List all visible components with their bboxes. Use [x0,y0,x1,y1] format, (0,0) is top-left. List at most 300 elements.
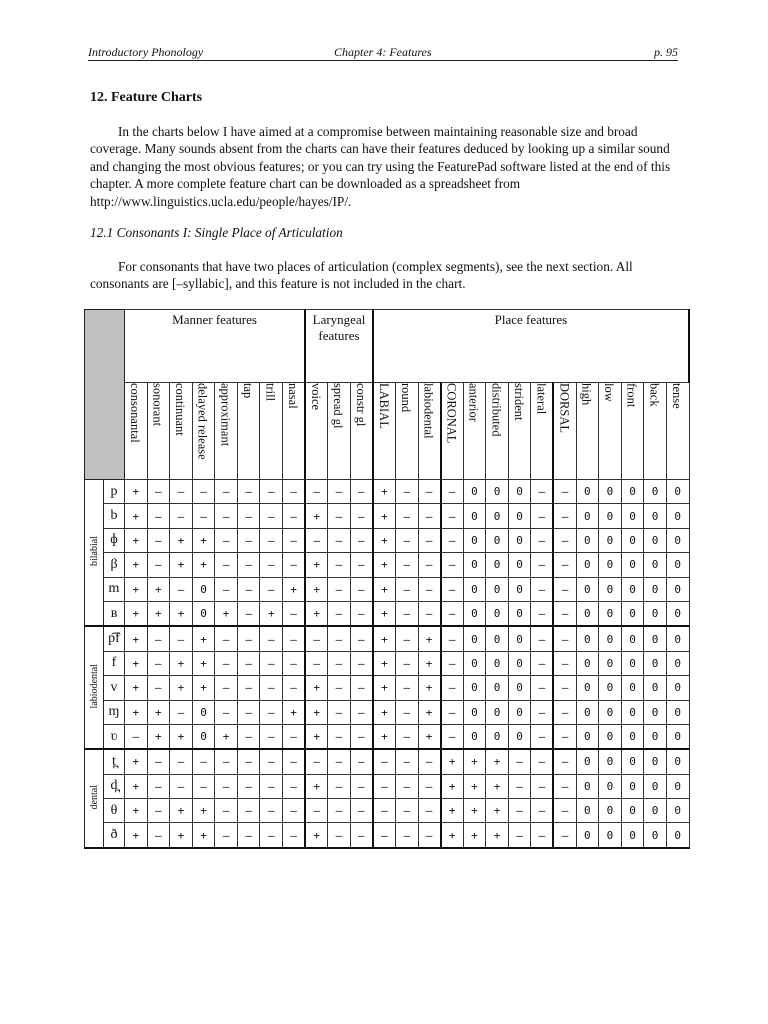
feature-value: – [170,700,193,724]
feature-value: – [350,528,373,552]
feature-value: – [237,553,260,577]
feature-value: – [395,749,418,774]
feature-value: – [283,553,306,577]
feature-value: – [192,774,215,798]
feature-value: – [237,724,260,749]
feature-value: 0 [621,724,644,749]
feature-value: – [170,577,193,601]
feature-value: – [283,676,306,700]
feature-value: + [418,626,441,651]
feature-value: – [350,553,373,577]
feature-value: 0 [486,700,509,724]
feature-value: – [260,774,283,798]
segment-symbol: f [104,651,125,675]
feature-value: 0 [644,799,667,823]
feature-value: 0 [666,601,689,626]
feature-value: – [441,651,464,675]
feature-header [125,383,148,480]
feature-header [260,383,283,480]
feature-value: – [215,553,238,577]
table-row [85,504,690,528]
segment-symbol: ʋ [104,724,125,749]
feature-value: 0 [599,601,622,626]
feature-value: + [192,626,215,651]
running-header-page-number: p. 95 [654,45,678,59]
feature-value: – [328,823,351,848]
table-row [85,700,690,724]
feature-value: 0 [508,480,531,504]
feature-value: 0 [621,700,644,724]
feature-value: 0 [621,528,644,552]
feature-value: + [373,676,396,700]
feature-value: 0 [508,504,531,528]
feature-value: 0 [599,504,622,528]
feature-value: – [192,504,215,528]
feature-value: 0 [486,480,509,504]
feature-value: – [350,823,373,848]
feature-value: – [260,504,283,528]
feature-value: – [237,700,260,724]
feature-value: – [215,504,238,528]
feature-value: 0 [463,676,486,700]
feature-value: – [395,553,418,577]
feature-value: + [125,676,148,700]
feature-value: 0 [508,528,531,552]
feature-value: + [418,676,441,700]
feature-value: + [125,823,148,848]
feature-value: + [486,799,509,823]
feature-value: 0 [463,724,486,749]
feature-name: LABIAL [376,383,391,429]
feature-value: 0 [599,799,622,823]
running-header [88,44,678,61]
feature-value: – [305,799,328,823]
feature-value: – [508,799,531,823]
feature-value: 0 [599,749,622,774]
feature-value: – [531,577,554,601]
feature-value: 0 [576,553,599,577]
feature-value: – [441,601,464,626]
feature-header [373,383,396,480]
feature-value: 0 [644,553,667,577]
feature-value: – [441,577,464,601]
feature-value: – [441,676,464,700]
feature-value: 0 [486,577,509,601]
feature-value: – [237,774,260,798]
feature-value: + [373,504,396,528]
feature-value: – [328,601,351,626]
feature-value: – [237,799,260,823]
feature-name: strident [511,383,526,421]
feature-value: – [283,724,306,749]
feature-name: continuant [173,383,188,436]
feature-value: – [553,601,576,626]
feature-value: + [418,651,441,675]
feature-value: – [373,749,396,774]
feature-value: – [418,749,441,774]
feature-value: – [441,480,464,504]
feature-value: – [283,528,306,552]
consonant-feature-chart [84,309,690,849]
feature-value: 0 [621,774,644,798]
feature-value: + [305,724,328,749]
feature-name: voice [309,383,324,411]
feature-value: – [553,651,576,675]
place-of-articulation-label [85,480,104,627]
segment-symbol: m [104,577,125,601]
feature-value: – [328,749,351,774]
feature-value: 0 [192,700,215,724]
feature-header [147,383,170,480]
feature-value: + [125,799,148,823]
feature-value: – [531,601,554,626]
feature-value: 0 [644,749,667,774]
feature-value: – [418,528,441,552]
feature-value: + [170,651,193,675]
feature-value: – [441,700,464,724]
feature-value: 0 [644,774,667,798]
feature-value: – [237,651,260,675]
running-header-book-title: Introductory Phonology [88,45,204,59]
feature-value: 0 [644,724,667,749]
feature-value: 0 [463,601,486,626]
feature-value: – [418,504,441,528]
feature-value: – [260,480,283,504]
feature-value: + [125,774,148,798]
feature-value: – [215,823,238,848]
feature-value: 0 [666,480,689,504]
feature-header [576,383,599,480]
table-row [85,749,690,774]
feature-value: 0 [621,799,644,823]
feature-value: + [283,577,306,601]
feature-value: – [553,626,576,651]
feature-value: 0 [644,528,667,552]
feature-value: – [237,577,260,601]
feature-value: + [463,799,486,823]
feature-value: – [260,749,283,774]
table-row [85,799,690,823]
segment-symbol: ð [104,823,125,848]
feature-name: back [647,383,662,407]
feature-value: + [373,700,396,724]
place-of-articulation-label [85,626,104,749]
feature-name: low [602,383,617,402]
feature-value: 0 [508,724,531,749]
feature-value: – [237,528,260,552]
feature-header-row [85,383,690,480]
feature-value: 0 [644,626,667,651]
feature-value: – [215,651,238,675]
feature-value: 0 [576,504,599,528]
feature-value: + [305,577,328,601]
feature-value: + [192,799,215,823]
feature-value: – [350,749,373,774]
feature-header [553,383,576,480]
feature-header [305,383,328,480]
feature-value: – [170,774,193,798]
feature-value: – [283,749,306,774]
feature-value: 0 [508,553,531,577]
feature-value: – [395,700,418,724]
feature-value: – [441,724,464,749]
feature-value: 0 [463,651,486,675]
table-row [85,480,690,504]
feature-value: 0 [621,749,644,774]
feature-value: + [305,774,328,798]
feature-value: + [170,799,193,823]
feature-value: + [305,700,328,724]
feature-value: – [531,528,554,552]
feature-value: + [147,724,170,749]
table-row [85,553,690,577]
feature-value: + [125,626,148,651]
feature-header [237,383,260,480]
feature-value: 0 [508,626,531,651]
feature-value: – [260,528,283,552]
feature-value: + [125,700,148,724]
feature-value: + [418,724,441,749]
feature-name: lateral [534,383,549,415]
feature-value: + [192,676,215,700]
feature-value: – [531,724,554,749]
feature-value: 0 [576,724,599,749]
feature-value: 0 [463,480,486,504]
feature-value: 0 [463,626,486,651]
table-row [85,651,690,675]
feature-value: 0 [508,651,531,675]
segment-symbol: θ [104,799,125,823]
feature-value: + [305,504,328,528]
feature-header [328,383,351,480]
feature-value: + [373,626,396,651]
feature-value: – [170,480,193,504]
feature-header [192,383,215,480]
feature-value: – [441,528,464,552]
feature-value: – [531,626,554,651]
feature-value: – [260,626,283,651]
feature-value: + [305,823,328,848]
feature-value: – [395,651,418,675]
feature-value: – [531,553,554,577]
feature-value: 0 [621,676,644,700]
feature-value: – [328,651,351,675]
feature-value: 0 [599,480,622,504]
feature-value: – [215,774,238,798]
feature-value: + [441,774,464,798]
feature-value: + [486,823,509,848]
feature-value: – [125,724,148,749]
feature-value: – [215,700,238,724]
feature-value: – [395,504,418,528]
feature-value: – [305,651,328,675]
feature-value: 0 [666,749,689,774]
feature-value: + [283,700,306,724]
feature-value: – [553,823,576,848]
feature-value: – [350,700,373,724]
feature-value: – [350,799,373,823]
feature-value: 0 [621,601,644,626]
table-row [85,601,690,626]
feature-value: 0 [621,553,644,577]
segment-symbol: t̪ [104,749,125,774]
feature-value: – [305,528,328,552]
feature-value: + [192,651,215,675]
feature-value: – [418,577,441,601]
feature-value: 0 [576,799,599,823]
feature-value: – [260,651,283,675]
feature-name: DORSAL [557,383,572,434]
feature-value: – [260,700,283,724]
feature-value: 0 [599,823,622,848]
feature-value: + [125,480,148,504]
feature-value: – [553,676,576,700]
feature-value: + [147,700,170,724]
table-row [85,626,690,651]
feature-name: tap [240,383,255,399]
feature-value: + [125,528,148,552]
feature-value: 0 [666,774,689,798]
feature-value: 0 [508,577,531,601]
segment-symbol: ɸ [104,528,125,552]
feature-value: – [395,676,418,700]
feature-value: – [305,749,328,774]
feature-value: + [373,480,396,504]
feature-value: – [147,504,170,528]
feature-name: trill [263,383,278,402]
feature-value: – [373,774,396,798]
feature-value: – [283,774,306,798]
feature-value: 0 [666,651,689,675]
feature-value: 0 [644,823,667,848]
feature-value: – [373,799,396,823]
feature-value: – [260,799,283,823]
feature-value: – [147,651,170,675]
feature-value: 0 [621,823,644,848]
feature-value: 0 [666,724,689,749]
feature-value: 0 [666,577,689,601]
feature-value: 0 [666,676,689,700]
feature-value: + [373,553,396,577]
feature-value: – [395,577,418,601]
feature-value: + [125,504,148,528]
feature-value: – [350,774,373,798]
feature-value: – [328,724,351,749]
feature-value: – [192,480,215,504]
feature-value: 0 [644,480,667,504]
feature-value: 0 [486,676,509,700]
feature-value: – [441,626,464,651]
feature-value: – [305,480,328,504]
header-corner [85,310,125,480]
feature-value: – [553,799,576,823]
feature-value: 0 [644,601,667,626]
feature-value: 0 [463,504,486,528]
feature-value: – [215,749,238,774]
feature-value: – [283,799,306,823]
feature-value: 0 [599,724,622,749]
feature-value: 0 [486,626,509,651]
feature-value: 0 [621,626,644,651]
feature-value: – [328,553,351,577]
feature-value: + [125,553,148,577]
feature-value: 0 [576,774,599,798]
feature-value: – [147,749,170,774]
feature-value: – [260,676,283,700]
feature-name: CORONAL [444,383,459,444]
feature-value: – [283,504,306,528]
feature-value: + [170,676,193,700]
feature-value: – [328,626,351,651]
feature-value: – [147,676,170,700]
feature-value: – [418,823,441,848]
feature-header [395,383,418,480]
note-paragraph: For consonants that have two places of articulation (complex segments), see the next section. All consonants are [–syllabic], and this feature is not included in the chart. [90,259,633,292]
feature-value: + [373,577,396,601]
feature-group-header: Manner features [125,310,306,383]
segment-symbol: β [104,553,125,577]
feature-value: – [237,601,260,626]
feature-value: 0 [666,700,689,724]
feature-value: + [170,823,193,848]
feature-value: 0 [486,601,509,626]
feature-value: + [305,601,328,626]
feature-value: 0 [463,553,486,577]
feature-value: – [147,626,170,651]
feature-header [486,383,509,480]
feature-value: – [215,577,238,601]
feature-value: – [283,651,306,675]
segment-symbol: v [104,676,125,700]
feature-value: 0 [621,651,644,675]
feature-group-header: Laryngeal features [305,310,373,383]
feature-value: – [441,504,464,528]
feature-value: – [553,774,576,798]
feature-name: consonantal [128,383,142,443]
segment-symbol: p [104,480,125,504]
feature-value: 0 [576,749,599,774]
feature-name: round [398,383,413,413]
feature-value: – [531,749,554,774]
feature-value: – [328,577,351,601]
feature-value: + [125,577,148,601]
feature-value: – [170,504,193,528]
feature-value: – [350,577,373,601]
feature-value: 0 [576,480,599,504]
feature-value: – [283,626,306,651]
feature-header [621,383,644,480]
feature-value: – [553,724,576,749]
feature-value: 0 [508,700,531,724]
feature-value: 0 [508,601,531,626]
feature-name: front [624,383,639,408]
feature-value: – [553,504,576,528]
feature-value: + [486,774,509,798]
feature-value: + [215,724,238,749]
group-header-row [85,310,690,383]
feature-value: 0 [576,601,599,626]
feature-value: 0 [621,504,644,528]
feature-value: – [395,724,418,749]
feature-value: – [531,504,554,528]
feature-value: 0 [463,577,486,601]
feature-group-header: Place features [373,310,689,383]
feature-value: – [328,480,351,504]
table-row [85,676,690,700]
feature-value: – [350,651,373,675]
section-heading: 12. Feature Charts [90,90,203,105]
feature-value: – [170,626,193,651]
